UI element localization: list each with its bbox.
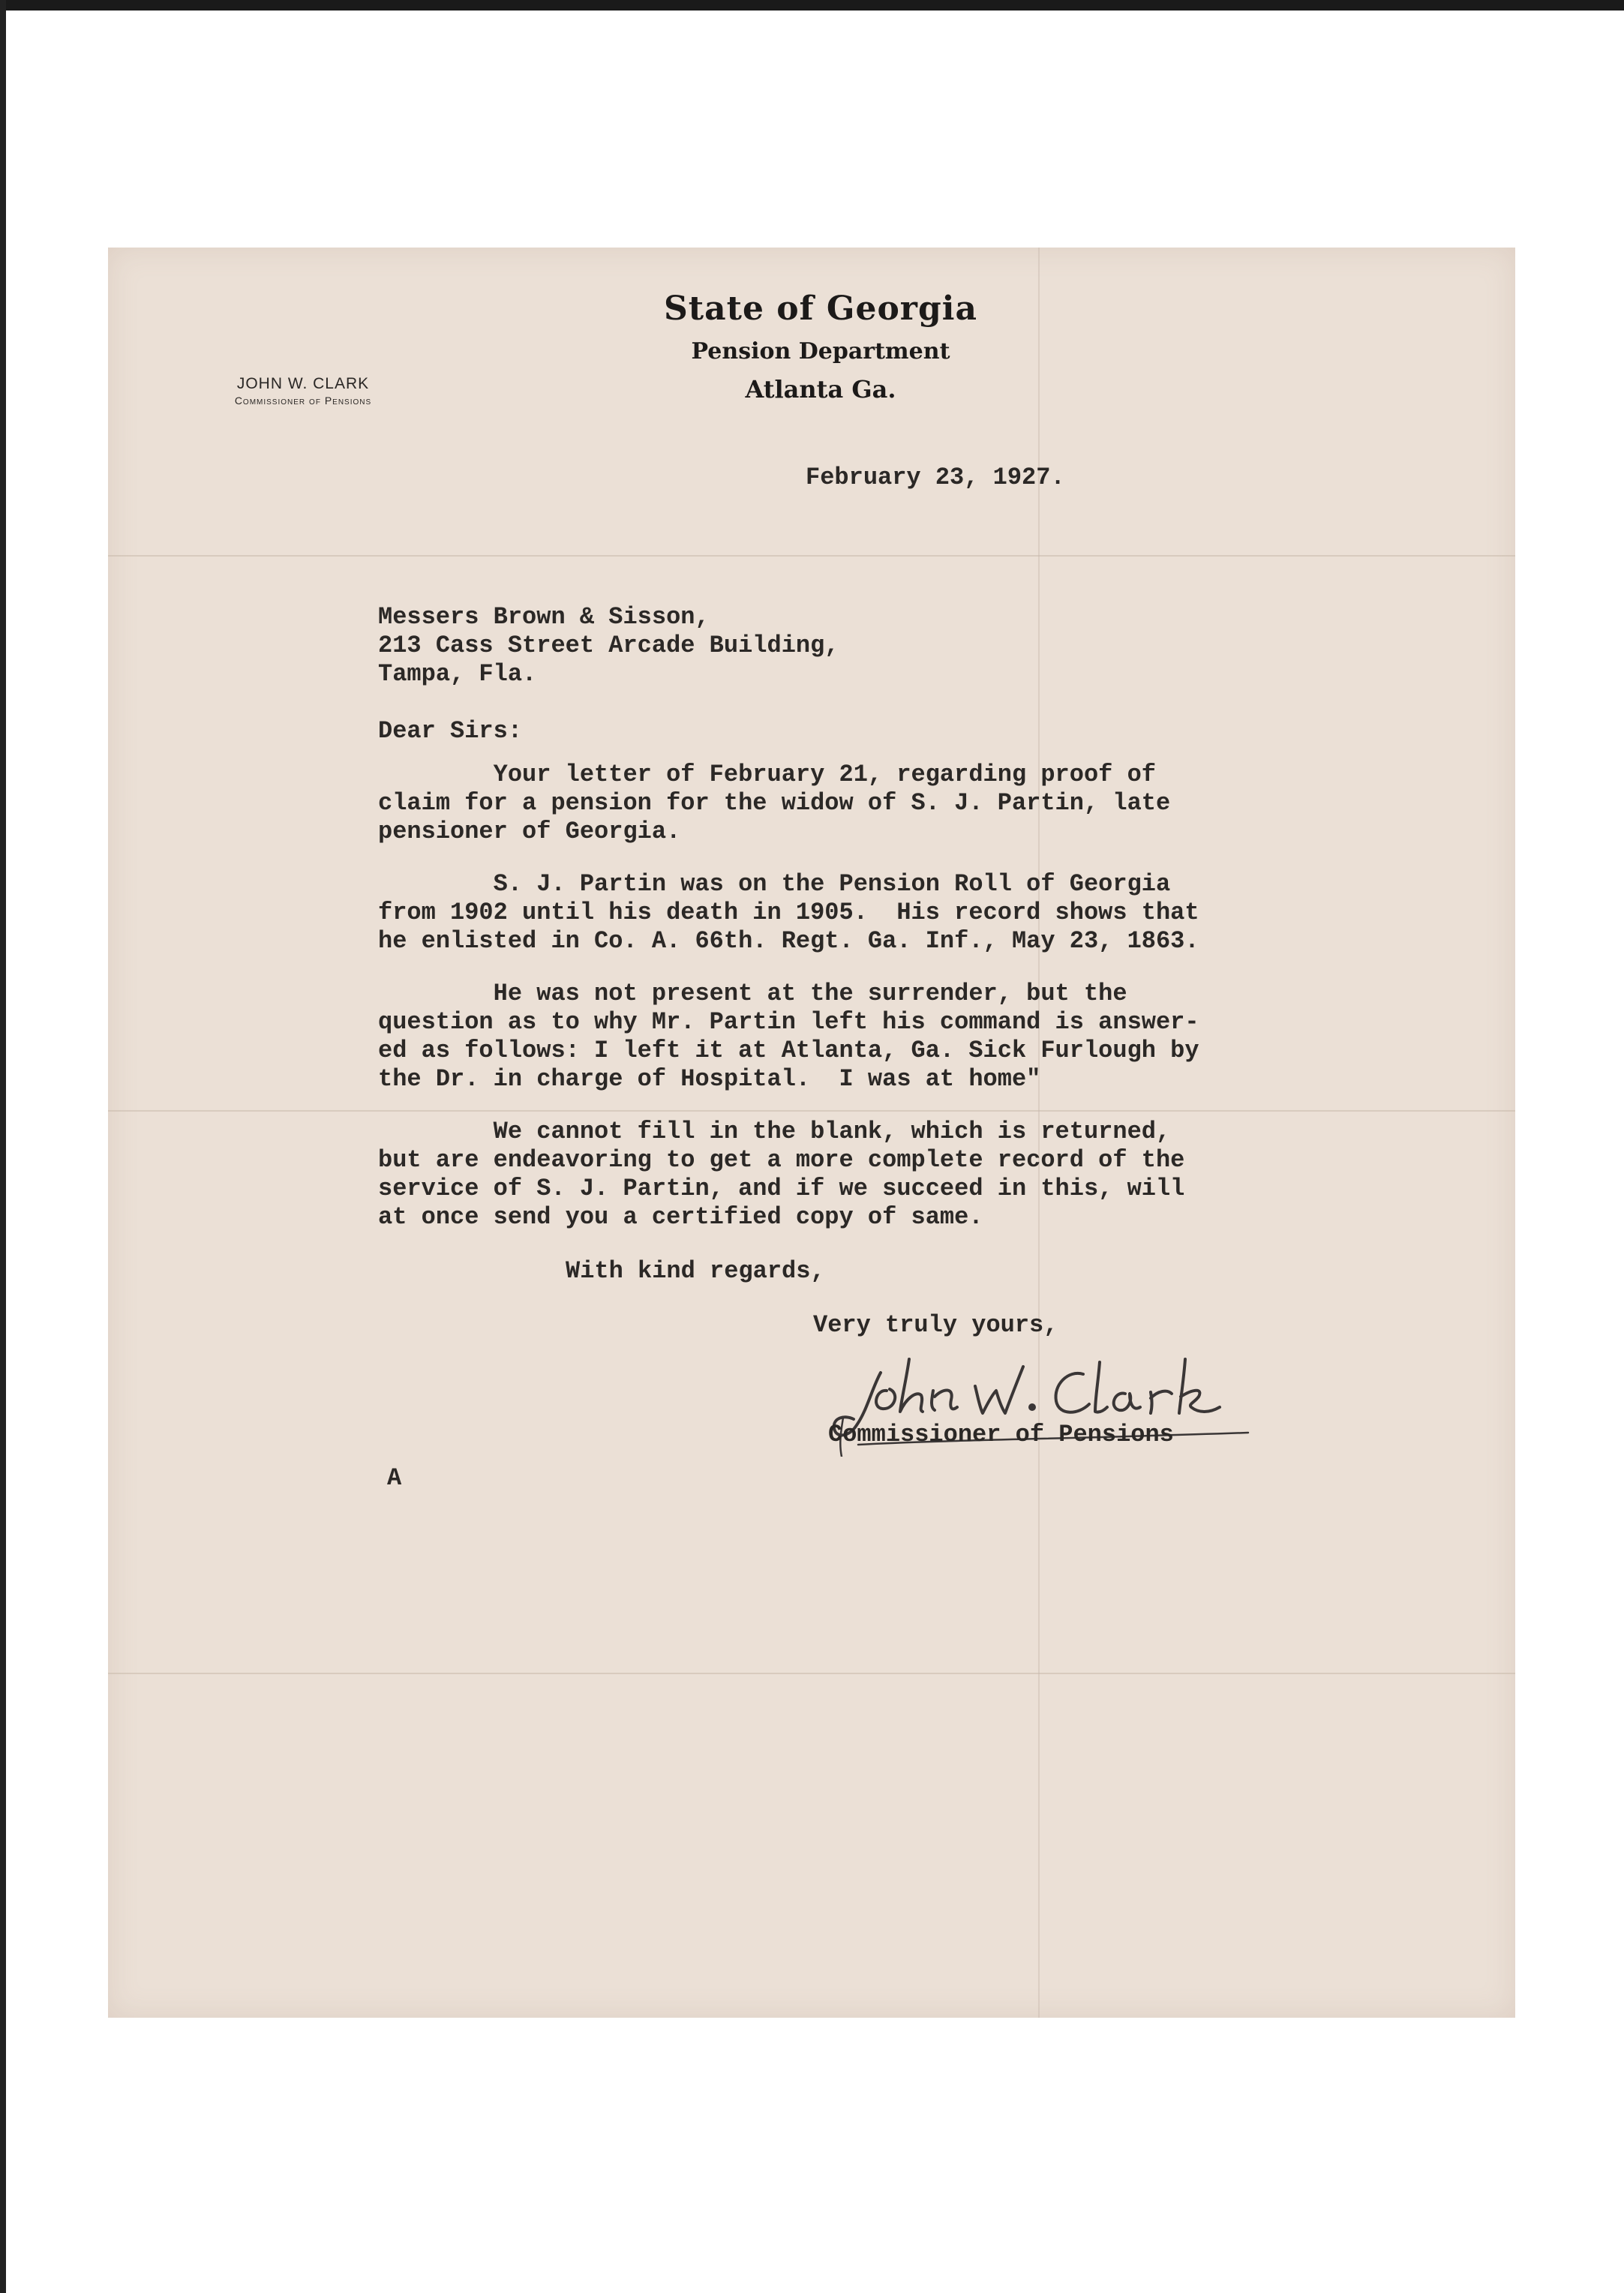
address-line-2: 213 Cass Street Arcade Building, (378, 632, 839, 659)
scan-left-edge (0, 0, 6, 2293)
paragraph-line: S. J. Partin was on the Pension Roll of Georgia (378, 870, 1171, 898)
letter-date: February 23, 1927. (806, 464, 1065, 491)
paragraph-line: claim for a pension for the widow of S. J. Partin, late (378, 789, 1171, 817)
closing-valediction: Very truly yours, (813, 1311, 1058, 1339)
letter-sheet (108, 248, 1515, 2018)
address-line-3: Tampa, Fla. (378, 660, 537, 688)
paragraph-line: question as to why Mr. Partin left his command is answer- (378, 1008, 1199, 1036)
letterhead (558, 290, 1083, 404)
scan-top-edge (0, 0, 1624, 11)
fold-line (108, 1110, 1515, 1112)
paragraph-line: We cannot fill in the blank, which is returned, (378, 1118, 1171, 1145)
letterhead-state: State of Georgia (664, 290, 977, 328)
paragraph-line: from 1902 until his death in 1905. His record shows that (378, 899, 1199, 926)
fold-line (108, 555, 1515, 557)
address-line-1: Messers Brown & Sisson, (378, 603, 710, 631)
paragraph-line: at once send you a certified copy of same. (378, 1203, 983, 1231)
signer-title: Commissioner of Pensions (828, 1421, 1174, 1448)
paragraph-line: the Dr. in charge of Hospital. I was at home" (378, 1065, 1041, 1093)
paragraph-line: but are endeavoring to get a more complete record of the (378, 1146, 1185, 1174)
commissioner-name: JOHN W. CLARK (236, 375, 370, 392)
closing-regards: With kind regards, (566, 1257, 825, 1285)
paragraph-line: ed as follows: I left it at Atlanta, Ga. Sick Furlough by (378, 1037, 1199, 1064)
paragraph-line: service of S. J. Partin, and if we succeed in this, will (378, 1175, 1185, 1202)
letterhead-city: Atlanta Ga. (745, 375, 896, 404)
paragraph-line: He was not present at the surrender, but the (378, 980, 1127, 1007)
paragraph-line: he enlisted in Co. A. 66th. Regt. Ga. Inf., May 23, 1863. (378, 927, 1199, 955)
typist-initial: A (387, 1464, 402, 1492)
paragraph-line: Your letter of February 21, regarding proof of (378, 761, 1156, 788)
letterhead-department: Pension Department (691, 338, 950, 365)
commissioner-title: Commissioner of Pensions (234, 395, 372, 407)
commissioner-heading (183, 375, 423, 407)
fold-line (108, 1673, 1515, 1674)
salutation: Dear Sirs: (378, 717, 523, 745)
paragraph-line: pensioner of Georgia. (378, 818, 681, 845)
